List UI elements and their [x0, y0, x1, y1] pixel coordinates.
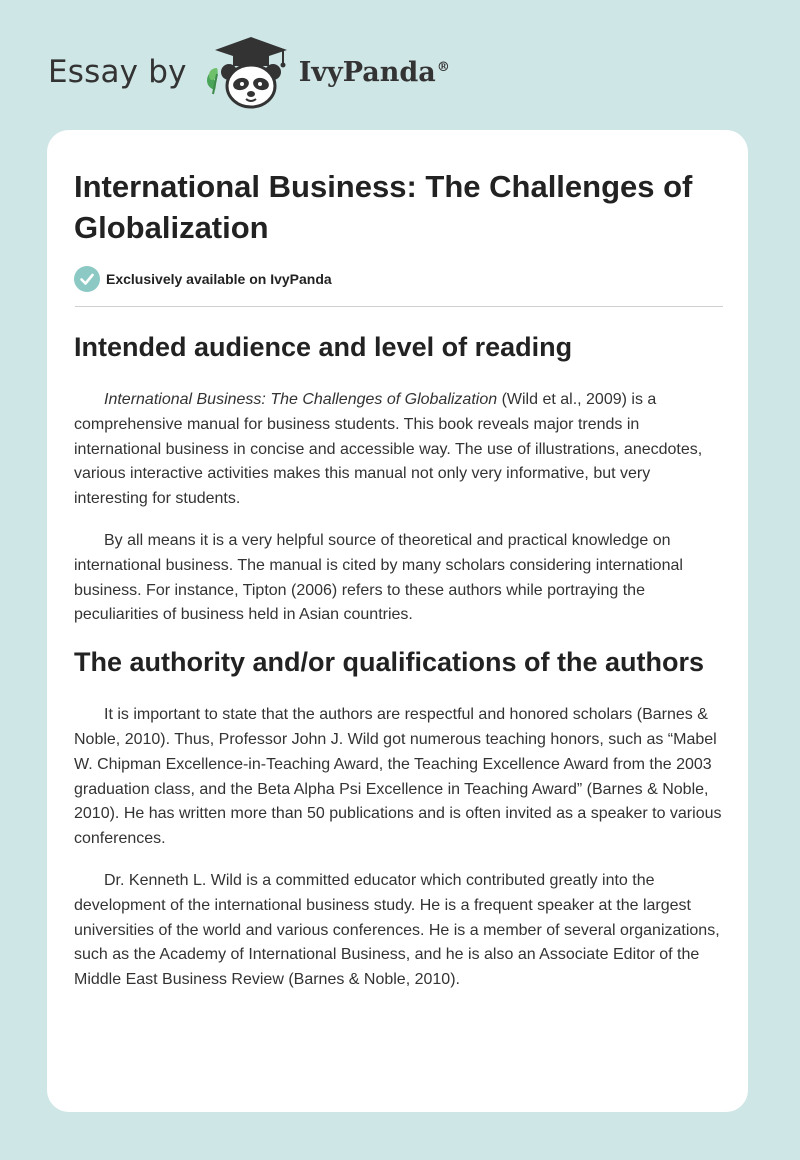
paragraph: By all means it is a very helpful source of theoretical and practical knowledge on international business. The manual is cited by many scholars considering international business. For instance, Tipton (2006) refers to these authors while portraying the peculiarities of business held in Asian countries. [74, 531, 683, 624]
divider [75, 306, 723, 307]
brand-prefix: Essay by [48, 54, 187, 90]
exclusive-badge [74, 266, 724, 292]
section-heading: Intended audience and level of reading [74, 332, 573, 362]
paragraph: Dr. Kenneth L. Wild is a committed educator which contributed greatly into the development of the international business study. He is a frequent speaker at the largest universities of the world and various conferences. He is a member of several organizations, such as the Academy of International Business, and he is also an Associate Editor of the Middle East Business Review (Barnes & Noble, 2010). [74, 871, 720, 989]
paragraph: It is important to state that the authors are respectful and honored scholars (Barnes & Noble, 2010). Thus, Professor John J. Wild got numerous teaching honors, such as “Mabel W. Chipman Excellence-in-Teaching Award, the Teaching Excellence Award from the 2003 graduation class, and the Beta Alpha Psi Excellence in Teaching Award” (Barnes & Noble, 2010). He has written more than 50 publications and is often invited as a speaker to various conferences. [74, 706, 722, 848]
paragraph: International Business: The Challenges of Globalization (Wild et al., 2009) is a comprehensive manual for business students. This book reveals major trends in international business in concise and accessible way. The use of illustrations, anecdotes, various interactive activities makes this manual not only very informative, but very interesting for students. [74, 391, 703, 508]
article-content [74, 130, 724, 993]
brand-name[interactable]: IvyPanda® [298, 56, 450, 88]
registered-mark: ® [436, 59, 450, 75]
site-header [48, 34, 450, 110]
section-heading: The authority and/or qualifications of the authors [74, 647, 705, 678]
exclusive-label: Exclusively available on IvyPanda [106, 271, 332, 287]
book-title-citation: International Business: The Challenges of Globalization [104, 391, 498, 408]
check-circle-icon [74, 266, 100, 292]
panda-graduate-icon[interactable] [203, 34, 295, 110]
article-card [47, 130, 748, 1112]
article-title: International Business: The Challenges of Globalization [74, 169, 693, 245]
